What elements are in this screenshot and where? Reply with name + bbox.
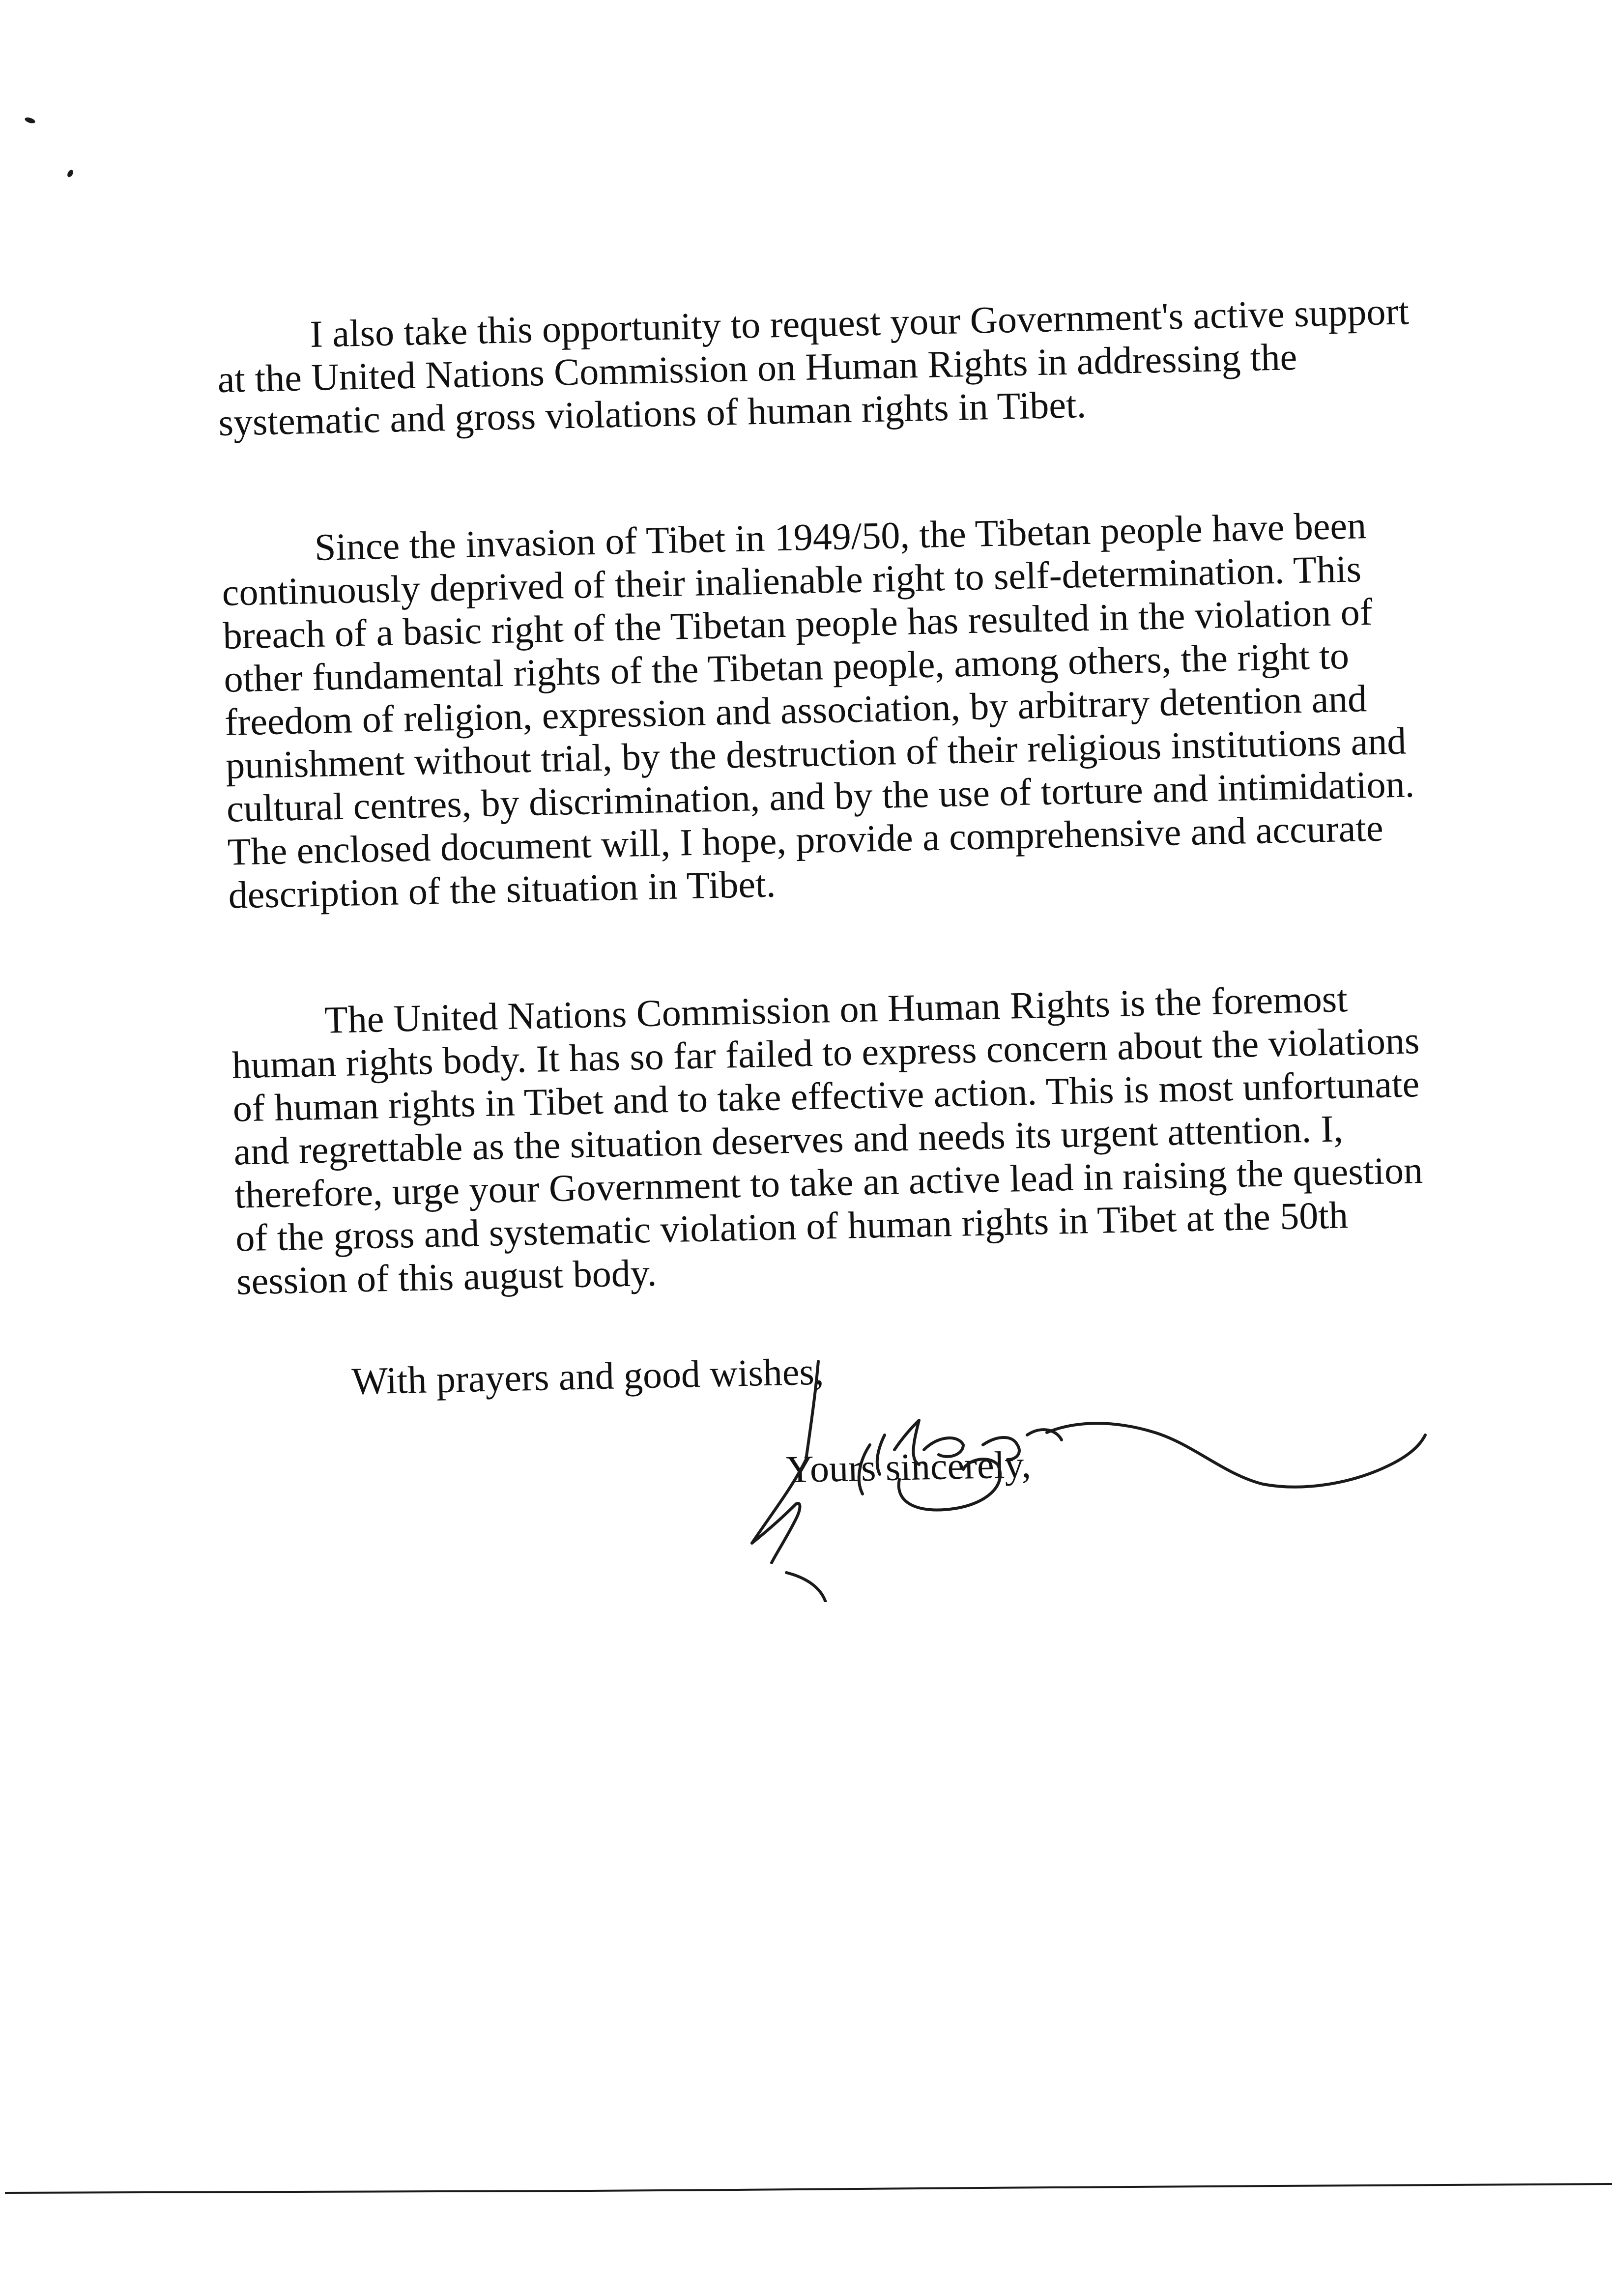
letter-body [216, 289, 1460, 1502]
bottom-rule [0, 2182, 1612, 2197]
paragraph-request: I also take this opportunity to request your Government's active support at the United Nations Commission on Human Rights in addressing the systematic and gross violations of human rights in Tibet. [217, 289, 1410, 444]
paragraph-invasion: Since the invasion of Tibet in 1949/50, the Tibetan people have been continuously deprived of their inalienable right to self-determination. This breach of a basic right of the Tibetan people has resulted in the violation of other fundamental rights of the Tibetan people, among others, the right to freedom of religion, expression and association, by arbitrary detention and punishment without trial, by the destruction of their religious institutions and cultural centres, by discrimination, and by the use of torture and intimidation. The enclosed document will, I hope, provide a comprehensive and accurate description of the situation in Tibet. [221, 504, 1415, 917]
scan-speck [24, 116, 36, 124]
handwritten-signature [732, 1347, 1430, 1602]
sign-off: Yours sincerely, [785, 1442, 1032, 1491]
paragraph-commission: The United Nations Commission on Human Rights is the foremost human rights body. It has so far failed to express concern about the violations of human rights in Tibet and to take effective action. This is most unfortunate and regrettable as the situation deserves and needs its urgent attention. I, therefore, urge your Government to take an active lead in raising the question of the gross and systematic violation of human rights in Tibet at the 50th session of this august body. [231, 977, 1423, 1303]
scan-speck [66, 169, 75, 178]
closing-line: With prayers and good wishes, [351, 1349, 825, 1403]
